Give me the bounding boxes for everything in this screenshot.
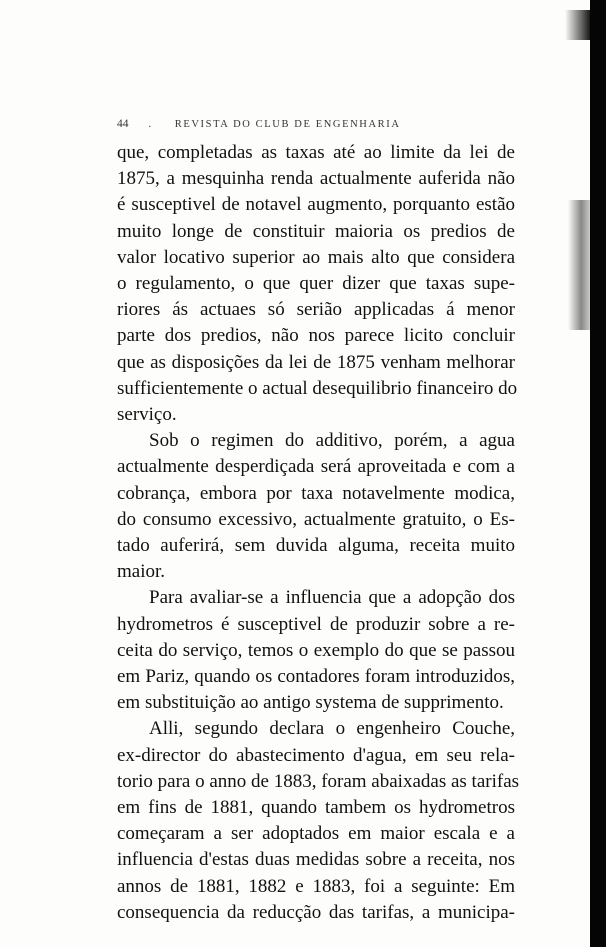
text-line: em substituição ao antigo systema de supprimento. (117, 692, 504, 714)
text-line: sufficientemente o actual desequilibrio financeiro do (117, 377, 518, 399)
text-line: torio para o anno de 1883, foram abaixadas as tarifas (117, 770, 520, 792)
text-line: ex-director do abastecimento d'agua, em seu rela- (117, 744, 515, 766)
text-line: maior. (117, 561, 166, 583)
text-line: em Pariz, quando os contadores foram introduzidos, (117, 666, 515, 688)
text-line: influencia d'estas duas medidas sobre a receita, nos (117, 849, 515, 871)
text-line: hydrometros é susceptivel de produzir sobre a re- (117, 613, 515, 635)
text-line: riores ás actuaes só serião applicadas á menor (117, 299, 515, 321)
text-line: o regulamento, o que quer dizer que taxas supe- (117, 273, 515, 295)
text-line: em fins de 1881, quando tambem os hydrometros (117, 797, 515, 819)
text-line: é susceptivel de notavel augmento, porquanto estão (117, 194, 515, 216)
text-line: serviço. (117, 404, 177, 426)
text-line: do consumo excessivo, actualmente gratuito, o Es- (117, 508, 515, 530)
text-line: que, completadas as taxas até ao limite da lei de (117, 142, 515, 163)
text-line: tado auferirá, sem duvida alguma, receita muito (117, 535, 515, 557)
page-edge-shadow (565, 10, 590, 40)
text-line: 1875, a mesquinha renda actualmente auferida não (117, 168, 515, 190)
body-text (117, 140, 520, 926)
text-line: que as disposições da lei de 1875 venham melhorar (117, 351, 515, 373)
journal-title: REVISTA DO CLUB DE ENGENHARIA (174, 119, 401, 130)
text-line: começaram a ser adoptados em maior escala e a (117, 823, 515, 845)
text-line: parte dos predios, não nos parece licito concluir (117, 325, 515, 347)
scan-border (590, 0, 606, 947)
text-line: ceita do serviço, temos o exemplo do que se passou (117, 639, 515, 661)
text-line: Sob o regimen do additivo, porém, a agua (149, 430, 515, 452)
page-edge-smudge (568, 200, 590, 330)
text-line: Alli, segundo declara o engenheiro Couche, (149, 718, 515, 740)
text-line: consequencia da reducção das tarifas, a municipa- (117, 901, 515, 923)
text-line: actualmente desperdiçada será aproveitada e com a (117, 456, 515, 478)
text-line: annos de 1881, 1882 e 1883, foi a seguinte: Em (117, 875, 515, 897)
text-line: valor locativo superior ao mais alto que considera (117, 246, 515, 268)
page-number: 44 (117, 118, 129, 130)
text-line: muito longe de constituir maioria os predios de (117, 220, 515, 242)
running-header (117, 118, 517, 130)
text-line: Para avaliar-se a influencia que a adopção dos (149, 587, 515, 609)
header-dot: . (148, 119, 153, 130)
text-line: cobrança, embora por taxa notavelmente modica, (117, 482, 515, 504)
